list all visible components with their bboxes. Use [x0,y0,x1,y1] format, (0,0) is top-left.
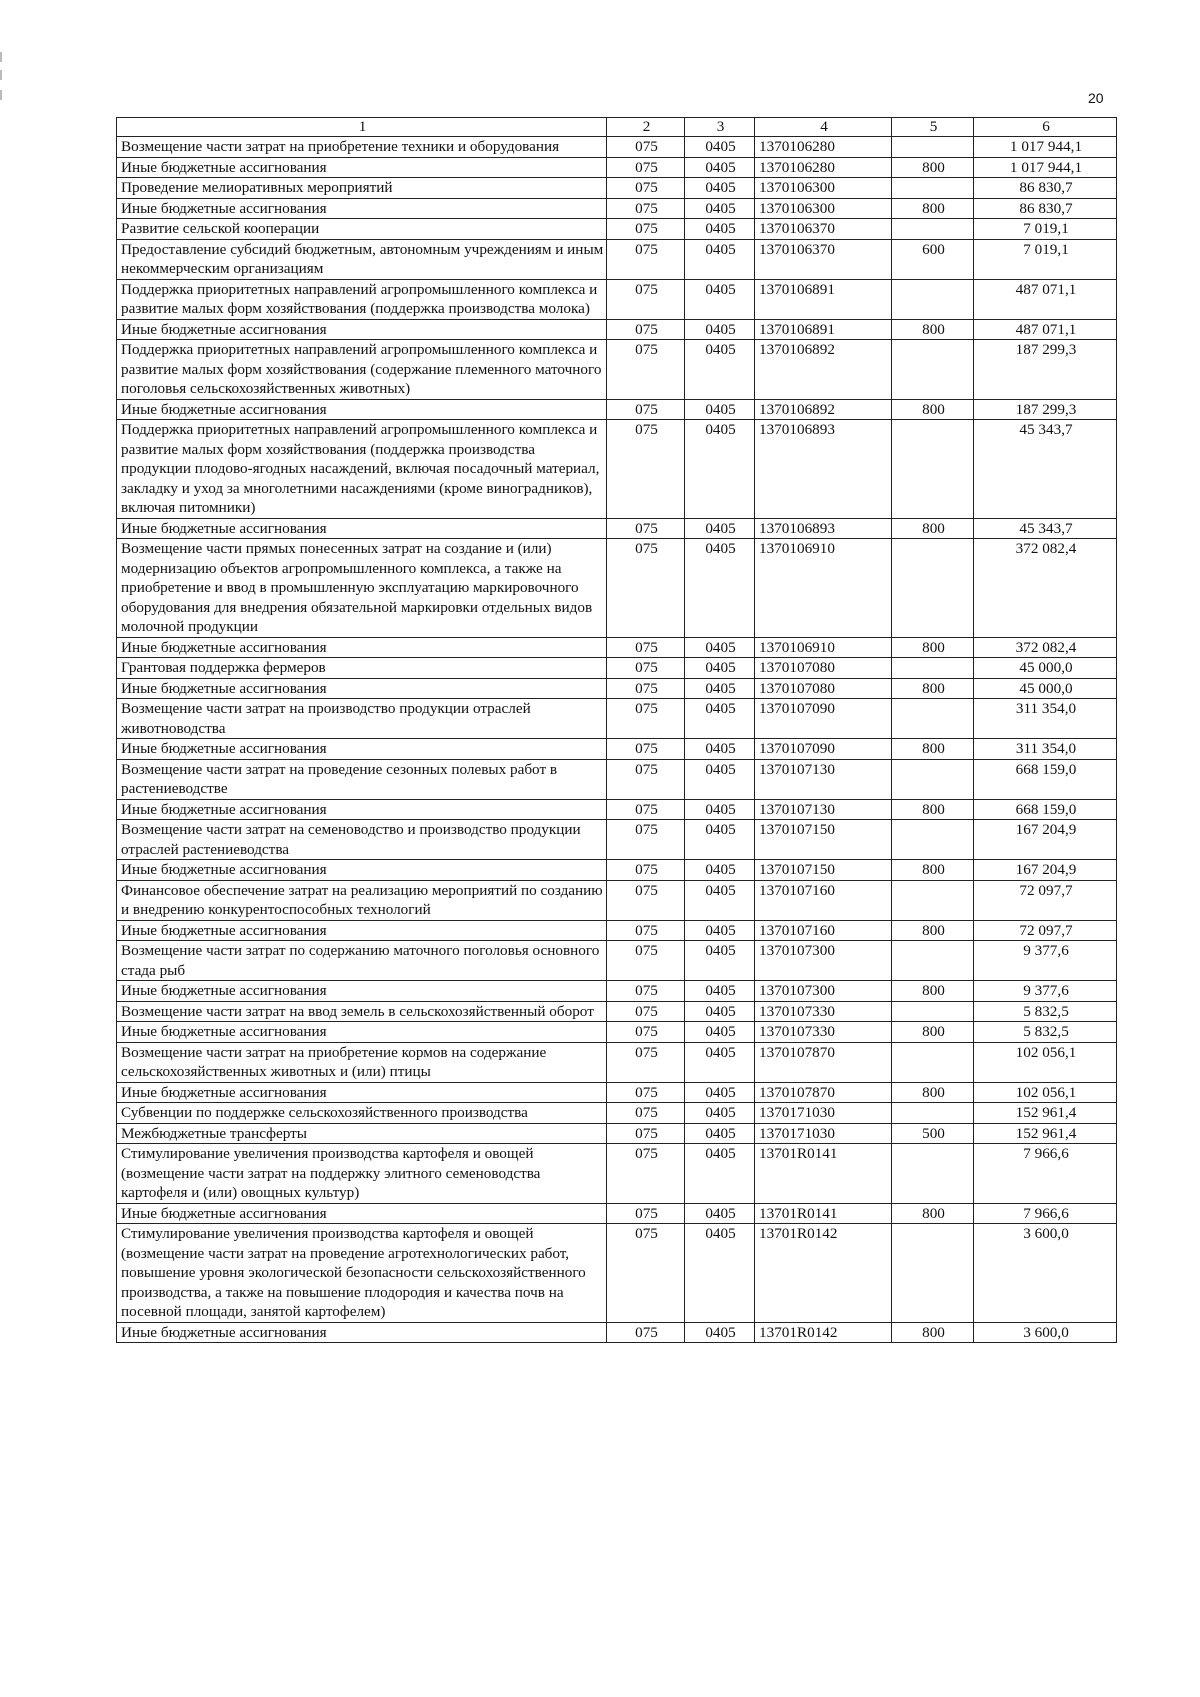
page-number: 20 [1088,90,1104,106]
expense-type-code [892,340,974,400]
expense-type-code [892,880,974,920]
table-row [117,1322,1117,1343]
target-article-code: 1370107330 [755,1001,892,1022]
expense-type-code: 500 [892,1123,974,1144]
ministry-code: 075 [607,420,685,519]
amount-value: 9 377,6 [974,941,1117,981]
item-name: Иные бюджетные ассигнования [117,1203,607,1224]
expense-type-code: 800 [892,399,974,420]
amount-value: 187 299,3 [974,399,1117,420]
section-code: 0405 [685,1224,755,1323]
item-name: Иные бюджетные ассигнования [117,1082,607,1103]
ministry-code: 075 [607,739,685,760]
item-name: Иные бюджетные ассигнования [117,198,607,219]
item-name: Возмещение части затрат на семеноводство и производство продукции отраслей растениеводства [117,820,607,860]
ministry-code: 075 [607,880,685,920]
target-article-code: 1370106280 [755,137,892,158]
table-row [117,319,1117,340]
target-article-code: 13701R0142 [755,1322,892,1343]
ministry-code: 075 [607,920,685,941]
target-article-code: 1370106300 [755,198,892,219]
ministry-code: 075 [607,518,685,539]
target-article-code: 1370106910 [755,637,892,658]
target-article-code: 13701R0141 [755,1144,892,1204]
amount-value: 86 830,7 [974,178,1117,199]
target-article-code: 1370106300 [755,178,892,199]
table-body [117,137,1117,1343]
amount-value: 1 017 944,1 [974,157,1117,178]
item-name: Поддержка приоритетных направлений агропромышленного комплекса и развитие малых форм хозяйствования (поддержка производства продукции плодово-ягодных насаждений, включая посадочный материал, закладку и уход за многолетними насаждениями (кроме виноградников), включая питомники) [117,420,607,519]
section-code: 0405 [685,820,755,860]
table-row [117,1224,1117,1323]
section-code: 0405 [685,739,755,760]
expense-type-code [892,137,974,158]
amount-value: 45 343,7 [974,420,1117,519]
ministry-code: 075 [607,1123,685,1144]
expense-type-code: 800 [892,739,974,760]
item-name: Грантовая поддержка фермеров [117,658,607,679]
item-name: Стимулирование увеличения производства картофеля и овощей (возмещение части затрат на проведение агротехнологических работ, повышение уровня экологической безопасности сельскохозяйственного производства, а также на повышение плодородия и качества почв на посевной площади, занятой картофелем) [117,1224,607,1323]
ministry-code: 075 [607,539,685,638]
amount-value: 167 204,9 [974,860,1117,881]
amount-value: 487 071,1 [974,279,1117,319]
ministry-code: 075 [607,1042,685,1082]
expense-type-code: 800 [892,799,974,820]
expense-type-code [892,941,974,981]
target-article-code: 1370107130 [755,799,892,820]
ministry-code: 075 [607,1322,685,1343]
item-name: Возмещение части прямых понесенных затрат на создание и (или) модернизацию объектов агропромышленного комплекса, а также на приобретение и ввод в промышленную эксплуатацию маркировочного оборудования для внедрения обязательной маркировки отдельных видов молочной продукции [117,539,607,638]
table-row [117,658,1117,679]
amount-value: 372 082,4 [974,539,1117,638]
target-article-code: 1370107870 [755,1082,892,1103]
target-article-code: 1370107330 [755,1022,892,1043]
expense-type-code [892,178,974,199]
ministry-code: 075 [607,279,685,319]
table-row [117,799,1117,820]
section-code: 0405 [685,759,755,799]
expense-type-code: 800 [892,678,974,699]
table-row [117,1001,1117,1022]
item-name: Возмещение части затрат на приобретение техники и оборудования [117,137,607,158]
target-article-code: 1370106280 [755,157,892,178]
amount-value: 7 966,6 [974,1203,1117,1224]
item-name: Иные бюджетные ассигнования [117,1022,607,1043]
column-header: 4 [755,118,892,137]
amount-value: 45 343,7 [974,518,1117,539]
target-article-code: 1370106892 [755,399,892,420]
ministry-code: 075 [607,1203,685,1224]
ministry-code: 075 [607,658,685,679]
target-article-code: 1370107160 [755,920,892,941]
column-header: 5 [892,118,974,137]
section-code: 0405 [685,198,755,219]
item-name: Стимулирование увеличения производства картофеля и овощей (возмещение части затрат на поддержку элитного семеноводства картофеля и (или) овощных культур) [117,1144,607,1204]
section-code: 0405 [685,799,755,820]
expense-type-code [892,699,974,739]
item-name: Поддержка приоритетных направлений агропромышленного комплекса и развитие малых форм хозяйствования (поддержка производства молока) [117,279,607,319]
expense-type-code [892,420,974,519]
table-row [117,399,1117,420]
item-name: Субвенции по поддержке сельскохозяйственного производства [117,1103,607,1124]
table-row [117,820,1117,860]
target-article-code: 1370107870 [755,1042,892,1082]
ministry-code: 075 [607,637,685,658]
target-article-code: 1370106892 [755,340,892,400]
item-name: Проведение мелиоративных мероприятий [117,178,607,199]
section-code: 0405 [685,1001,755,1022]
target-article-code: 1370107300 [755,941,892,981]
ministry-code: 075 [607,219,685,240]
amount-value: 187 299,3 [974,340,1117,400]
item-name: Иные бюджетные ассигнования [117,678,607,699]
table-row [117,860,1117,881]
table-row [117,157,1117,178]
section-code: 0405 [685,1022,755,1043]
section-code: 0405 [685,340,755,400]
ministry-code: 075 [607,198,685,219]
amount-value: 167 204,9 [974,820,1117,860]
ministry-code: 075 [607,157,685,178]
amount-value: 45 000,0 [974,678,1117,699]
table-row [117,420,1117,519]
expense-type-code: 800 [892,518,974,539]
amount-value: 102 056,1 [974,1042,1117,1082]
section-code: 0405 [685,1203,755,1224]
ministry-code: 075 [607,941,685,981]
amount-value: 311 354,0 [974,699,1117,739]
expense-type-code [892,658,974,679]
item-name: Иные бюджетные ассигнования [117,799,607,820]
item-name: Иные бюджетные ассигнования [117,739,607,760]
column-header: 2 [607,118,685,137]
table-row [117,1103,1117,1124]
amount-value: 5 832,5 [974,1001,1117,1022]
ministry-code: 075 [607,799,685,820]
table-row [117,981,1117,1002]
amount-value: 7 966,6 [974,1144,1117,1204]
section-code: 0405 [685,518,755,539]
target-article-code: 1370106891 [755,279,892,319]
target-article-code: 1370107130 [755,759,892,799]
amount-value: 45 000,0 [974,658,1117,679]
column-header: 6 [974,118,1117,137]
column-header: 1 [117,118,607,137]
expense-type-code: 600 [892,239,974,279]
section-code: 0405 [685,880,755,920]
item-name: Иные бюджетные ассигнования [117,518,607,539]
section-code: 0405 [685,678,755,699]
item-name: Иные бюджетные ассигнования [117,860,607,881]
table-row [117,880,1117,920]
target-article-code: 1370107090 [755,739,892,760]
amount-value: 72 097,7 [974,880,1117,920]
section-code: 0405 [685,239,755,279]
amount-value: 102 056,1 [974,1082,1117,1103]
amount-value: 72 097,7 [974,920,1117,941]
scan-mark [0,52,2,62]
target-article-code: 1370106370 [755,239,892,279]
amount-value: 311 354,0 [974,739,1117,760]
item-name: Возмещение части затрат на производство продукции отраслей животноводства [117,699,607,739]
table-row [117,637,1117,658]
ministry-code: 075 [607,1224,685,1323]
target-article-code: 1370106910 [755,539,892,638]
table-row [117,739,1117,760]
section-code: 0405 [685,157,755,178]
item-name: Возмещение части затрат на приобретение кормов на содержание сельскохозяйственных животных и (или) птицы [117,1042,607,1082]
expense-type-code [892,279,974,319]
amount-value: 3 600,0 [974,1224,1117,1323]
ministry-code: 075 [607,319,685,340]
expense-type-code [892,820,974,860]
section-code: 0405 [685,178,755,199]
ministry-code: 075 [607,1144,685,1204]
target-article-code: 1370171030 [755,1123,892,1144]
ministry-code: 075 [607,340,685,400]
section-code: 0405 [685,658,755,679]
expense-type-code: 800 [892,198,974,219]
target-article-code: 1370107090 [755,699,892,739]
target-article-code: 1370107080 [755,678,892,699]
ministry-code: 075 [607,678,685,699]
table-row [117,1082,1117,1103]
table-row [117,1203,1117,1224]
item-name: Иные бюджетные ассигнования [117,637,607,658]
expense-type-code: 800 [892,981,974,1002]
expense-type-code [892,1001,974,1022]
amount-value: 7 019,1 [974,219,1117,240]
section-code: 0405 [685,319,755,340]
amount-value: 668 159,0 [974,759,1117,799]
target-article-code: 1370107150 [755,820,892,860]
table-row [117,239,1117,279]
section-code: 0405 [685,539,755,638]
target-article-code: 13701R0141 [755,1203,892,1224]
item-name: Иные бюджетные ассигнования [117,157,607,178]
item-name: Возмещение части затрат на ввод земель в сельскохозяйственный оборот [117,1001,607,1022]
ministry-code: 075 [607,178,685,199]
ministry-code: 075 [607,860,685,881]
expense-type-code: 800 [892,319,974,340]
expense-type-code [892,219,974,240]
item-name: Поддержка приоритетных направлений агропромышленного комплекса и развитие малых форм хозяйствования (содержание племенного маточного поголовья сельскохозяйственных животных) [117,340,607,400]
ministry-code: 075 [607,981,685,1002]
expense-type-code [892,539,974,638]
amount-value: 5 832,5 [974,1022,1117,1043]
target-article-code: 1370107080 [755,658,892,679]
table-row [117,1022,1117,1043]
table-row [117,198,1117,219]
item-name: Развитие сельской кооперации [117,219,607,240]
expense-type-code [892,1042,974,1082]
section-code: 0405 [685,399,755,420]
ministry-code: 075 [607,1103,685,1124]
ministry-code: 075 [607,1022,685,1043]
target-article-code: 1370106370 [755,219,892,240]
section-code: 0405 [685,420,755,519]
target-article-code: 13701R0142 [755,1224,892,1323]
item-name: Предоставление субсидий бюджетным, автономным учреждениям и иным некоммерческим организациям [117,239,607,279]
expense-type-code: 800 [892,1322,974,1343]
section-code: 0405 [685,1123,755,1144]
item-name: Возмещение части затрат на проведение сезонных полевых работ в растениеводстве [117,759,607,799]
expense-type-code: 800 [892,920,974,941]
ministry-code: 075 [607,820,685,860]
section-code: 0405 [685,137,755,158]
table-row [117,1042,1117,1082]
table-row [117,178,1117,199]
target-article-code: 1370107150 [755,860,892,881]
section-code: 0405 [685,1103,755,1124]
table-row [117,759,1117,799]
table-row [117,539,1117,638]
item-name: Иные бюджетные ассигнования [117,981,607,1002]
target-article-code: 1370106891 [755,319,892,340]
amount-value: 152 961,4 [974,1123,1117,1144]
target-article-code: 1370107160 [755,880,892,920]
expense-type-code [892,1103,974,1124]
table-row [117,1123,1117,1144]
budget-table [116,117,1117,1343]
expense-type-code: 800 [892,1082,974,1103]
item-name: Финансовое обеспечение затрат на реализацию мероприятий по созданию и внедрению конкурентоспособных технологий [117,880,607,920]
table-row [117,941,1117,981]
target-article-code: 1370107300 [755,981,892,1002]
item-name: Возмещение части затрат по содержанию маточного поголовья основного стада рыб [117,941,607,981]
item-name: Иные бюджетные ассигнования [117,1322,607,1343]
table-row [117,920,1117,941]
ministry-code: 075 [607,399,685,420]
table-row [117,219,1117,240]
ministry-code: 075 [607,137,685,158]
target-article-code: 1370106893 [755,420,892,519]
table-row [117,699,1117,739]
scan-mark [0,70,2,80]
section-code: 0405 [685,920,755,941]
expense-type-code: 800 [892,1022,974,1043]
ministry-code: 075 [607,1001,685,1022]
table-row [117,1144,1117,1204]
amount-value: 487 071,1 [974,319,1117,340]
amount-value: 668 159,0 [974,799,1117,820]
amount-value: 9 377,6 [974,981,1117,1002]
ministry-code: 075 [607,1082,685,1103]
section-code: 0405 [685,279,755,319]
section-code: 0405 [685,981,755,1002]
amount-value: 152 961,4 [974,1103,1117,1124]
item-name: Иные бюджетные ассигнования [117,319,607,340]
column-number-row [117,118,1117,137]
expense-type-code: 800 [892,1203,974,1224]
expense-type-code [892,759,974,799]
scan-mark [0,90,2,100]
amount-value: 372 082,4 [974,637,1117,658]
table-row [117,678,1117,699]
section-code: 0405 [685,941,755,981]
amount-value: 7 019,1 [974,239,1117,279]
expense-type-code [892,1224,974,1323]
table-row [117,340,1117,400]
ministry-code: 075 [607,759,685,799]
expense-type-code: 800 [892,860,974,881]
table-row [117,279,1117,319]
section-code: 0405 [685,1042,755,1082]
target-article-code: 1370171030 [755,1103,892,1124]
expense-type-code: 800 [892,637,974,658]
target-article-code: 1370106893 [755,518,892,539]
expense-type-code: 800 [892,157,974,178]
item-name: Иные бюджетные ассигнования [117,920,607,941]
section-code: 0405 [685,219,755,240]
column-header: 3 [685,118,755,137]
amount-value: 86 830,7 [974,198,1117,219]
section-code: 0405 [685,1144,755,1204]
amount-value: 3 600,0 [974,1322,1117,1343]
section-code: 0405 [685,699,755,739]
table-row [117,137,1117,158]
item-name: Иные бюджетные ассигнования [117,399,607,420]
section-code: 0405 [685,1082,755,1103]
item-name: Межбюджетные трансферты [117,1123,607,1144]
expense-type-code [892,1144,974,1204]
table-row [117,518,1117,539]
section-code: 0405 [685,637,755,658]
section-code: 0405 [685,1322,755,1343]
ministry-code: 075 [607,239,685,279]
ministry-code: 075 [607,699,685,739]
section-code: 0405 [685,860,755,881]
amount-value: 1 017 944,1 [974,137,1117,158]
